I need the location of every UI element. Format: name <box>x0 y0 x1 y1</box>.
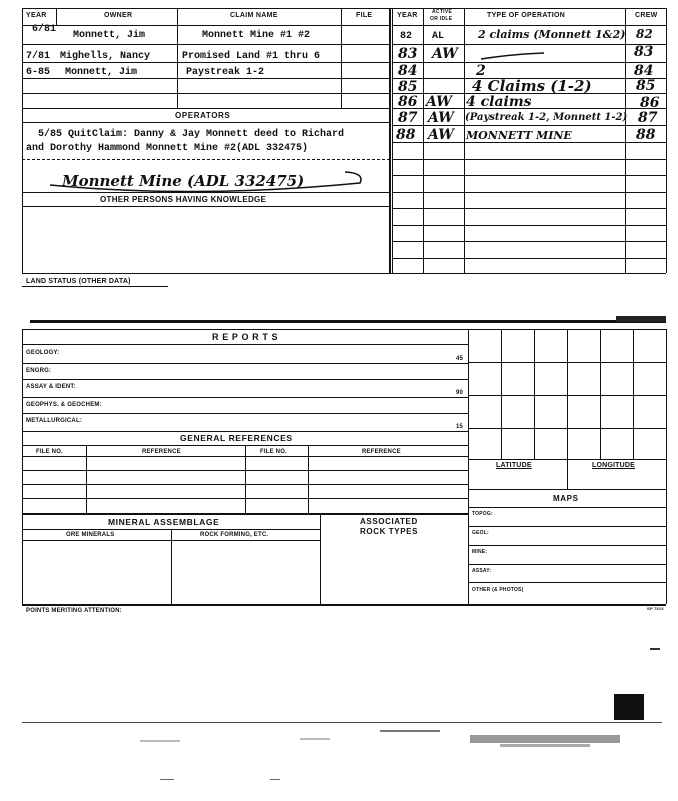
owner-row-2-claim: Promised Land #1 thru 6 <box>182 51 321 62</box>
owner-row-1-claim: Monnett Mine #1 #2 <box>202 30 311 41</box>
assay-label: ASSAY & IDENT: <box>26 384 76 390</box>
op-1-status: AL <box>432 31 445 42</box>
points-label: POINTS MERITING ATTENTION: <box>26 608 122 614</box>
general-references-title: GENERAL REFERENCES <box>180 433 293 443</box>
op-3-crew: 84 <box>634 63 654 79</box>
active-header-2: OR IDLE <box>430 16 453 22</box>
geophys-label: GEOPHYS. & GEOCHEM: <box>26 402 102 408</box>
operators-title: OPERATORS <box>175 111 231 120</box>
active-header-1: ACTIVE <box>432 9 453 15</box>
other-persons-title: OTHER PERSONS HAVING KNOWLEDGE <box>100 195 267 204</box>
op-4-crew: 85 <box>636 78 656 94</box>
num-90: 90 <box>456 390 464 396</box>
owner-row-3-year: 6-85 <box>26 67 51 78</box>
op-7-type: MONNETT MINE <box>466 129 572 142</box>
longitude-label: LONGITUDE <box>592 462 636 469</box>
year-header: YEAR <box>26 12 47 19</box>
year2-header: YEAR <box>397 12 418 19</box>
operators-text-2: and Dorothy Hammond Monnett Mine #2(ADL 332475) <box>26 143 309 154</box>
owner-row-1-owner: Monnett, Jim <box>73 30 146 41</box>
operators-handwritten: Monnett Mine (ADL 332475) <box>62 172 305 190</box>
owner-header: OWNER <box>104 12 133 19</box>
op-3-type: 2 <box>476 63 486 79</box>
num-45: 45 <box>456 356 464 362</box>
owner-row-3-claim: Paystreak 1-2 <box>186 67 265 78</box>
op-5-status: AW <box>426 94 452 110</box>
op-3-year: 84 <box>398 63 418 79</box>
op-7-status: AW <box>428 127 454 143</box>
file-no-1: FILE NO. <box>36 449 63 455</box>
op-4-type: 4 Claims (1-2) <box>472 77 592 95</box>
op-6-status: AW <box>428 110 454 126</box>
assoc-2: ROCK TYPES <box>360 527 419 536</box>
other-photos-label: OTHER (& PHOTOS) <box>472 587 524 593</box>
op-1-crew: 82 <box>636 27 653 41</box>
op-2-year: 83 <box>398 46 418 62</box>
ore-minerals: ORE MINERALS <box>66 532 115 538</box>
geology-label: GEOLOGY: <box>26 350 60 356</box>
op-7-year: 88 <box>396 127 416 143</box>
op-1-type: 2 claims (Monnett 1&2) <box>478 28 626 41</box>
op-1-year: 82 <box>400 31 413 42</box>
form-number: SP 7513 <box>647 606 664 611</box>
reports-title: R E P O R T S <box>212 332 279 342</box>
engrg-label: ENGRG: <box>26 368 52 374</box>
reference-1: REFERENCE <box>142 449 181 455</box>
op-6-crew: 87 <box>638 110 658 126</box>
file-no-2: FILE NO. <box>260 449 287 455</box>
claim-name-header: CLAIM NAME <box>230 12 278 19</box>
file-header: FILE <box>356 12 373 19</box>
operators-text-1: 5/85 QuitClaim: Danny & Jay Monnett deed to Richard <box>38 129 345 140</box>
maps-title: MAPS <box>553 494 579 503</box>
owner-row-3-owner: Monnett, Jim <box>65 67 138 78</box>
op-2-crew: 83 <box>634 44 654 60</box>
reference-2: REFERENCE <box>362 449 401 455</box>
owner-row-2-owner: Mighells, Nancy <box>60 51 151 62</box>
rock-forming: ROCK FORMING, ETC. <box>200 532 269 538</box>
assay-map-label: ASSAY: <box>472 568 492 574</box>
owner-row-2-year: 7/81 <box>26 51 51 62</box>
circle-annotation <box>45 165 365 195</box>
mineral-title: MINERAL ASSEMBLAGE <box>108 517 220 527</box>
op-7-crew: 88 <box>636 127 656 143</box>
num-15: 15 <box>456 424 464 430</box>
geol-label: GEOL: <box>472 530 489 536</box>
type-of-operation-header: TYPE OF OPERATION <box>487 12 566 19</box>
op-5-type: 4 claims <box>466 94 532 110</box>
op-2-status: AW <box>432 46 458 62</box>
op-5-year: 86 <box>398 94 418 110</box>
crew-header: CREW <box>635 12 658 19</box>
mine-label: MINE: <box>472 549 488 555</box>
land-status-label: LAND STATUS (OTHER DATA) <box>26 278 131 285</box>
topog-label: TOPOG: <box>472 511 493 517</box>
assoc-1: ASSOCIATED <box>360 517 418 526</box>
op-6-type: (Paystreak 1-2, Monnett 1-2) <box>465 112 628 123</box>
op-5-crew: 86 <box>640 95 660 111</box>
dash-mark <box>478 50 548 62</box>
owner-row-1-year: 6/81 <box>32 24 57 35</box>
latitude-label: LATITUDE <box>496 462 532 469</box>
metallurgical-label: METALLURGICAL: <box>26 418 83 424</box>
op-4-year: 85 <box>398 79 418 95</box>
op-6-year: 87 <box>398 110 418 126</box>
